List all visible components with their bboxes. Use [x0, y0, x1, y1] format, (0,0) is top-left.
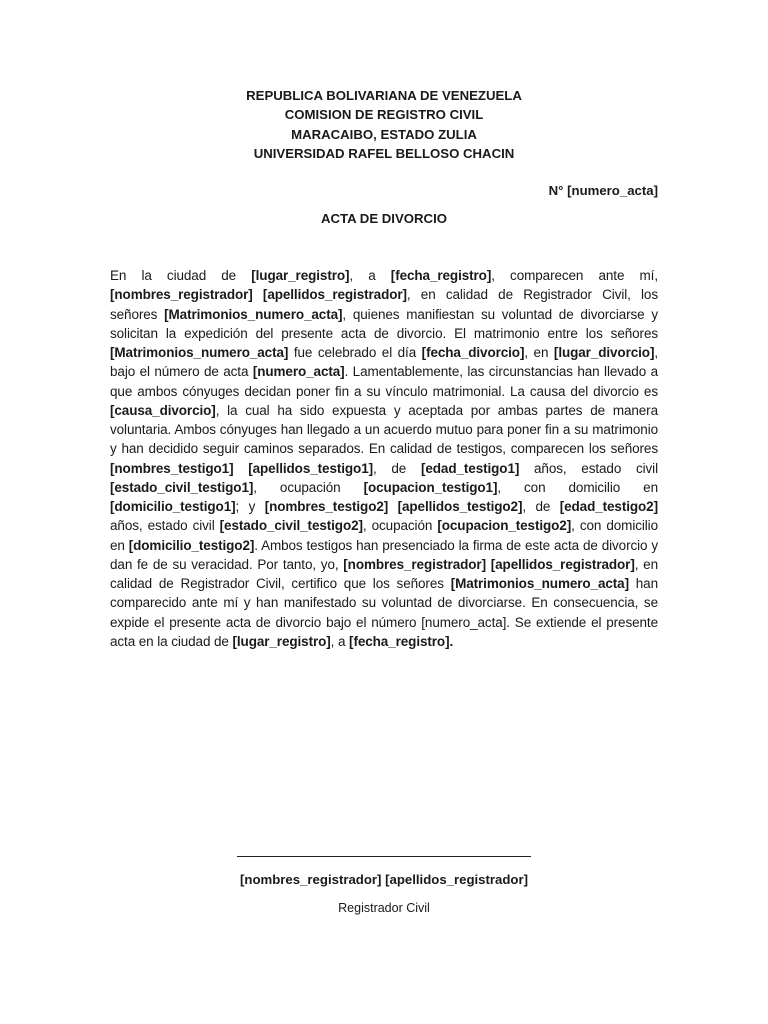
placeholder-field: [numero_acta] — [252, 364, 345, 380]
body-text-segment: , a — [349, 268, 391, 283]
placeholder-field: [edad_testigo1] — [420, 460, 520, 476]
placeholder-field: [fecha_divorcio] — [421, 345, 525, 360]
placeholder-field: [nombres_testigo1] [apellidos_testigo1] — [110, 460, 373, 476]
placeholder-field: [lugar_divorcio] — [553, 345, 655, 360]
body-text-segment: , de — [373, 460, 421, 476]
body-text-segment: , en calidad de Registrador Civil, certifico que los señores — [110, 556, 658, 591]
signatory-name: [nombres_registrador] [apellidos_registrador] — [240, 872, 528, 887]
acta-number: N° [numero_acta] — [548, 183, 658, 198]
placeholder-field: [edad_testigo2] — [559, 499, 658, 514]
placeholder-field: [domicilio_testigo1] — [110, 499, 236, 514]
body-text-segment: ; y — [235, 499, 265, 514]
placeholder-field: [fecha_registro]. — [349, 633, 454, 649]
placeholder-field: [Matrimonios_numero_acta] — [450, 576, 629, 591]
body-text-segment: . Lamentablemente, las circunstancias han llevado a que ambos cónyuges decidan poner fin a su vínculo matrimonial. La causa del divorcio es — [110, 364, 658, 399]
body-text-segment: , de — [522, 499, 560, 514]
body-text-segment: , a — [330, 633, 350, 649]
placeholder-field: [nombres_registrador] [apellidos_registrador] — [343, 556, 635, 572]
placeholder-field: [nombres_registrador] [apellidos_registrador] — [110, 287, 407, 303]
placeholder-field: [estado_civil_testigo2] — [219, 518, 363, 534]
body-text-segment: , quienes manifiestan su voluntad de divorciarse y solicitan la expedición del presente acta de divorcio. El matrimonio entre los señores — [110, 306, 659, 341]
body-text-segment: han comparecido ante mí y han manifestado su voluntad de divorciarse. En consecuencia, se expide el presente acta de divorcio bajo el número [numero_acta]. Se extiende el presente acta en la ciudad de — [110, 576, 658, 649]
body-text-segment: . Ambos testigos han presenciado la firma de este acta de divorcio y dan fe de su veracidad. Por tanto, yo, — [110, 537, 658, 572]
placeholder-field: [lugar_registro] — [232, 633, 331, 649]
signature-line — [237, 856, 531, 857]
placeholder-field: [Matrimonios_numero_acta] — [164, 306, 343, 322]
header-line-commission: COMISION DE REGISTRO CIVIL — [284, 107, 484, 123]
placeholder-field: [lugar_registro] — [251, 268, 350, 283]
body-text-segment: , la cual ha sido expuesta y aceptada por ambas partes de manera voluntaria. Ambos cónyuges han llegado a un acuerdo mutuo para poner fin a su matrimonio y han decidido seguir caminos separados. En calidad de testigos, comparecen los señores — [110, 402, 658, 457]
body-text-segment: , en calidad de Registrador Civil, los señores — [110, 287, 658, 322]
body-text-segment: , bajo el número de acta — [110, 345, 658, 380]
placeholder-field: [Matrimonios_numero_acta] — [110, 345, 289, 360]
body-text-segment: , comparecen ante mí, — [491, 268, 658, 283]
placeholder-field: [nombres_testigo2] [apellidos_testigo2] — [264, 499, 523, 514]
document-header — [0, 86, 768, 163]
placeholder-field: [ocupacion_testigo2] — [437, 518, 572, 534]
header-line-university: UNIVERSIDAD RAFEL BELLOSO CHACIN — [253, 145, 515, 161]
signatory-role: Registrador Civil — [338, 901, 430, 915]
body-paragraph — [110, 266, 658, 651]
header-line-location: MARACAIBO, ESTADO ZULIA — [291, 126, 477, 142]
body-text-segment: fue celebrado el día — [288, 345, 422, 360]
placeholder-field: [ocupacion_testigo1] — [363, 479, 498, 495]
body-text-segment: años, estado civil — [519, 460, 658, 476]
placeholder-field: [domicilio_testigo2] — [128, 537, 255, 553]
body-text-segment: En la ciudad de — [110, 268, 252, 283]
placeholder-field: [causa_divorcio] — [110, 402, 216, 418]
body-text-segment: , con domicilio en — [110, 518, 658, 553]
body-text-segment: , con domicilio en — [497, 479, 658, 495]
placeholder-field: [fecha_registro] — [390, 268, 492, 283]
header-line-country: REPUBLICA BOLIVARIANA DE VENEZUELA — [246, 88, 522, 103]
placeholder-field: [estado_civil_testigo1] — [110, 479, 254, 495]
body-text-segment: , ocupación — [253, 479, 364, 495]
body-text-segment: , en — [524, 345, 554, 360]
body-text-segment: , ocupación — [362, 518, 438, 534]
document-title: ACTA DE DIVORCIO — [320, 211, 447, 226]
body-text-segment: años, estado civil — [110, 518, 220, 534]
